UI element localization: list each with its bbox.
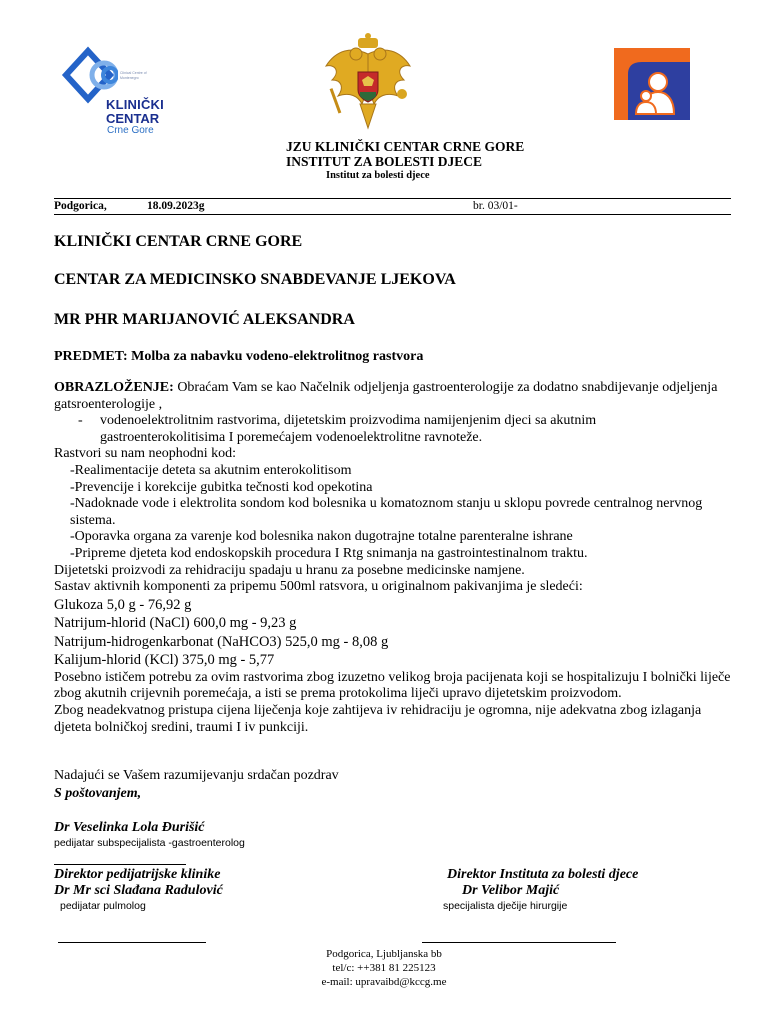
need-item-wrap: [54, 496, 734, 529]
meta-number: br. 03/01-: [473, 200, 518, 212]
subject-line: [54, 349, 423, 365]
institute-name: INSTITUT ZA BOLESTI DJECE: [286, 154, 482, 169]
subject-label: PREDMET:: [54, 349, 128, 364]
dietetic-paragraph: Dijetetski proizvodi za rehidraciju spadaju u hranu za posebne medicinske namjene.: [54, 562, 525, 578]
kc-logo-tiny-text: Clinical Centre of Montenegro: [120, 71, 147, 80]
montenegro-coat-of-arms-icon: [322, 32, 414, 132]
right-director-title: specijalista dječije hirurgije: [443, 900, 568, 912]
component-item: Natrijum-hlorid (NaCl) 600,0 mg - 9,23 g: [54, 615, 297, 632]
org-name: JZU KLINIČKI CENTAR CRNE GORE: [286, 139, 525, 154]
kc-logo-line2: CENTAR: [106, 111, 160, 126]
need-paragraph: Posebno ističem potrebu za ovim rastvorima zbog izuzetno velikog broja pacijenata koji se hospitalizuju I bolnički liječe zbog akutnih crijevnih poremećaja, a isti se prema protokolima liječi upravo dijetetskim proizvodom.: [54, 669, 731, 702]
regards-line: S poštovanjem,: [54, 786, 142, 801]
header-bottom-rule: [54, 214, 731, 215]
needs-intro: Rastvori su nam neophodni kod:: [54, 446, 236, 462]
author-name: Dr Veselinka Lola Đurišić: [54, 820, 205, 835]
kc-logo-line1: KLINIČKI: [106, 97, 164, 112]
need-item: -Oporavka organa za varenje kod bolesnika nakon dugotrajne totalne parenteralne ishrane: [70, 529, 573, 545]
right-director-name: Dr Velibor Majić: [462, 883, 560, 898]
subject-text: Molba za nabavku vodeno-elektrolitnog rastvora: [127, 349, 424, 364]
component-item: Kalijum-hlorid (KCl) 375,0 mg - 5,77: [54, 652, 275, 669]
footer-email: e-mail: upravaibd@kccg.me: [321, 976, 447, 988]
institute-subtitle: Institut za bolesti djece: [326, 170, 430, 181]
header-top-rule: [54, 198, 731, 199]
need-item: -Realimentacije deteta sa akutnim enterokolitisom: [70, 462, 352, 478]
body-label: OBRAZLOŽENJE:: [54, 380, 174, 395]
left-director-name: Dr Mr sci Slađana Radulović: [54, 883, 223, 898]
body-intro-text: Obraćam Vam se kao Načelnik odjeljenja gastroenterologije za dodatno snabdijevanje odjeljenja gatsroenterologije ,: [54, 380, 718, 412]
components-paragraph: Sastav aktivnih komponenti za pripemu 500ml ratsvora, u originalnom pakivanjima je sledeći:: [54, 579, 583, 595]
cost-paragraph: Zbog neadekvatnog pristupa cijena liječenja koje zahtijeva iv rehidraciju je ogromna, nije adekvatna zbog izlaganja djeteta bolničkoj sredini, traumi I iv punkciji.: [54, 702, 702, 735]
footer-address: Podgorica, Ljubljanska bb: [326, 948, 442, 960]
meta-date: 18.09.2023g: [147, 200, 205, 212]
need-item: -Prevencije i korekcije gubitka tečnosti kod opekotina: [70, 479, 373, 495]
body-dash: -: [78, 413, 83, 429]
addressee-line3: MR PHR MARIJANOVIĆ ALEKSANDRA: [54, 311, 355, 328]
author-title: pedijatar subspecijalista -gastroenterolog: [54, 837, 245, 849]
addressee-line1: KLINIČKI CENTAR CRNE GORE: [54, 233, 303, 250]
body-dash-line2: gastroenterokolitisima I poremećajem vodenoelektrolitne ravnoteže.: [100, 429, 483, 445]
closing-line: Nadajući se Vašem razumijevanju srdačan pozdrav: [54, 768, 339, 783]
component-item: Natrijum-hidrogenkarbonat (NaHCO3) 525,0 mg - 8,08 g: [54, 633, 389, 650]
author-signature-line: [54, 864, 186, 865]
meta-city: Podgorica,: [54, 200, 107, 212]
letter-body: [54, 380, 734, 736]
body-intro: [54, 380, 734, 413]
klinicki-centar-logo: [58, 45, 168, 140]
need-item: -Nadoknade vode i elektrolita sondom kod bolesnika u komatoznom stanju u sklopu povrede centralnog nervnog sistema.: [70, 496, 703, 528]
left-signature-line: [58, 942, 206, 943]
right-director-role: Direktor Instituta za bolesti djece: [447, 867, 639, 882]
need-item: -Pripreme djeteta kod endoskopskih procedura I Rtg snimanja na gastrointestinalnom traktu.: [70, 545, 588, 561]
addressee-line2: CENTAR ZA MEDICINSKO SNABDEVANJE LJEKOVA: [54, 271, 456, 288]
institute-children-logo-icon: [614, 48, 690, 120]
right-signature-line: [422, 942, 616, 943]
left-director-role: Direktor pedijatrijske klinike: [54, 867, 221, 882]
kc-logo-line3: Crne Gore: [107, 125, 154, 136]
footer-phone: tel/c: ++381 81 225123: [332, 962, 436, 974]
left-director-title: pedijatar pulmolog: [60, 900, 146, 912]
component-item: Glukoza 5,0 g - 76,92 g: [54, 596, 192, 613]
body-dash-line1: vodenoelektrolitnim rastvorima, dijetetskim proizvodima namijenjenim djeci sa akutnim: [100, 413, 597, 429]
body-dash-item: [54, 413, 734, 446]
